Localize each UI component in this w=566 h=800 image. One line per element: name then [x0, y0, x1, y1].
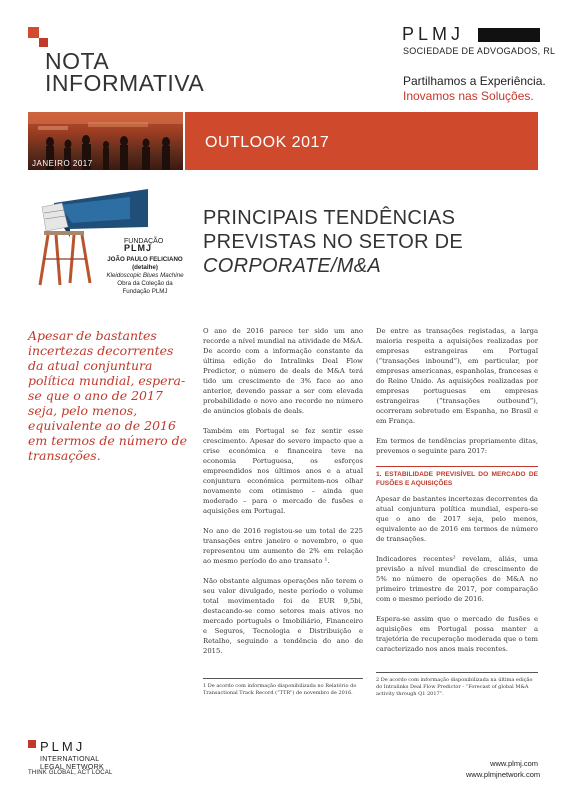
plmj-logo: [402, 24, 464, 45]
body-paragraph: De entre as transações registadas, a larga maioria respeita a aquisições realizadas por empresas estrangeiras em Portugal (“transações inbound”), em particular, por empresas americanas, espanholas, francesas e do Reino Unido. As aquisições realizadas por empresas portuguesas em empresas estrangeiras (“transações outbound”), ocorreram sobretudo em Espanha, no Brasil e em França.: [376, 327, 538, 425]
slogan-line1: Partilhamos a Experiência.: [403, 74, 546, 88]
page-title-line3: CORPORATE/M&A: [203, 255, 381, 277]
artwork-title: Kleidoscopic Blues Machine: [106, 272, 184, 279]
footer-websites: [466, 758, 541, 780]
artwork-caption: [100, 256, 190, 296]
body-paragraph: Não obstante algumas operações não terem o seu valor divulgado, neste período o volume total movimentado foi de EUR 9,5bi, destacando-se como setores mais ativos no mercado português o Imobiliário, Financeiro e Seguros, Tecnologia e Distribuição e Retalho, seguindo a tendência do ano de 2015.: [203, 577, 363, 655]
section-heading: 1. ESTABILIDADE PREVISÍVEL DO MERCADO DE FUSÕES E AQUISIÇÕES: [376, 466, 538, 488]
slogan-line2: Inovamos nas Soluções.: [403, 89, 534, 103]
footer-link-plmjnetwork[interactable]: www.plmjnetwork.com: [466, 770, 541, 779]
foundation-logo: [124, 238, 163, 252]
document-type-line2: INFORMATIVA: [45, 70, 205, 96]
slogan: [403, 74, 546, 104]
banner-photo: [28, 112, 183, 170]
banner-date: JANEIRO 2017: [32, 159, 93, 168]
body-column-1: [203, 326, 363, 666]
footnote-2: 2 De acordo com informação disponibilizada na última edição do Intralinks Deal Flow Predictor - “Forecast of global M&A activity through Q1 2017”.: [376, 677, 533, 697]
footnote-1: 1 De acordo com informação disponibilizada no Relatório do Transactional Track Record (“TTR”) de novembro de 2016.: [203, 683, 357, 696]
body-paragraph: Também em Portugal se fez sentir esse crescimento. Apesar do severo impacto que a crise económica e financeira teve na economia Portuguesa, os esforços empreendidos nos últimos anos e a atual conjuntura económica permitem-nos olhar novamente com otimismo – ainda que moderado – para o mercado de fusões e aquisições em Portugal.: [203, 427, 363, 515]
body-paragraph: Indicadores recentes² revelam, aliás, uma previsão a nível mundial de crescimento de 5% no número de operações de M&A no primeiro trimestre de 2017, por comparação com o mesmo período de 2016.: [376, 555, 538, 603]
page-title-line1: PRINCIPAIS TENDÊNCIAS: [203, 207, 456, 229]
banner-label-box: [185, 112, 538, 170]
footnote-divider: [376, 672, 538, 673]
artwork-artist: JOÃO PAULO FELICIANO: [107, 256, 183, 263]
footer-decor-square: [28, 740, 36, 748]
document-type-title: [45, 50, 204, 94]
body-paragraph: O ano de 2016 parece ter sido um ano recorde a nível mundial na atividade de M&A. De acordo com a informação constante da última edição do Intralinks Deal Flow Predictor, o número de deals de M&A terá tido um crescimento de 3% face ao ano anterior, devendo passar a ser com elevada probabilidade o novo ano recorde no número de anúncios globais de deals.: [203, 327, 363, 415]
plmj-logo-word: PLMJ: [402, 24, 465, 44]
footer-logo-line2: LEGAL NETWORK: [40, 764, 104, 771]
footer-logo-word: PLMJ: [40, 739, 86, 754]
footer-logo-line1: INTERNATIONAL: [40, 756, 100, 763]
artwork-detail: (detalhe): [132, 264, 158, 271]
banner-label: OUTLOOK 2017: [205, 134, 330, 151]
page-title-line2: PREVISTAS NO SETOR DE: [203, 231, 464, 253]
body-paragraph: No ano de 2016 registou-se um total de 225 transações entre janeiro e novembro, o que representou um aumento de 2% em relação ao mesmo período do ano transato ¹.: [203, 527, 363, 565]
footnote-divider: [203, 678, 363, 679]
artwork-collection-line2: Fundação PLMJ: [122, 288, 168, 295]
lead-paragraph: Apesar de bastantes incertezas decorrentes da atual conjuntura política mundial, espera-se que o ano de 2017 seja, pelo menos, equivalente ao de 2016 em termos de número de transações.: [28, 328, 187, 463]
body-column-2: [376, 326, 538, 664]
plmj-logo-bar: [478, 28, 540, 42]
page-title: [203, 206, 463, 278]
foundation-logo-small: FUNDAÇÃO: [124, 238, 164, 245]
document-type-line1: NOTA: [45, 48, 110, 74]
header-decor-square: [28, 27, 39, 38]
header-decor-square-small: [39, 38, 48, 47]
foundation-logo-name: PLMJ: [124, 243, 153, 253]
artwork-collection-line1: Obra da Coleção da: [117, 280, 173, 287]
footer-link-plmj[interactable]: www.plmj.com: [490, 759, 538, 768]
plmj-logo-subtitle: SOCIEDADE DE ADVOGADOS, RL: [403, 46, 556, 56]
body-paragraph: Apesar de bastantes incertezas decorrentes da atual conjuntura política mundial, espera-se que o ano de 2017 seja, pelo menos, equivalente ao de 2016 em termos de número de transações.: [376, 495, 538, 543]
body-paragraph: Em termos de tendências propriamente ditas, prevemos o seguinte para 2017:: [376, 437, 538, 455]
footer-logo: [40, 738, 104, 772]
body-paragraph: Espera-se assim que o mercado de fusões e aquisições em Portugal possa manter a trajetória de recuperação moderada que o tem caracterizado nos anos mais recentes.: [376, 615, 538, 653]
footer-tagline: THINK GLOBAL, ACT LOCAL: [28, 770, 113, 776]
